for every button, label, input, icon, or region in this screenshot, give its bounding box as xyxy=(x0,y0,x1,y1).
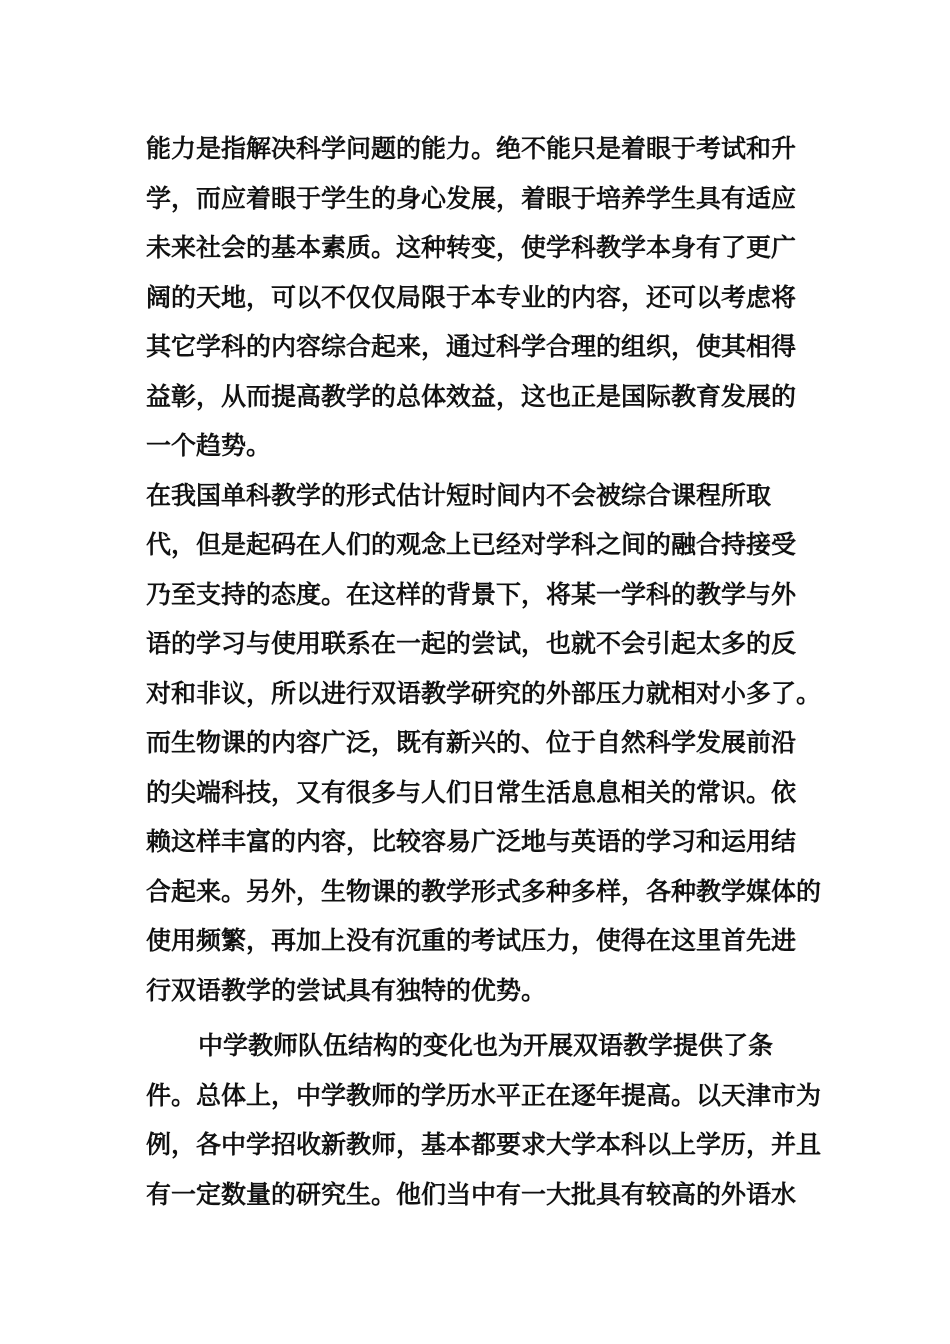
text-line-17: 使用频繁，再加上没有沉重的考试压力，使得在这里首先进 xyxy=(146,926,797,955)
text-line-22: 有一定数量的研究生。他们当中有一大批具有较高的外语水 xyxy=(146,1179,797,1209)
text-line-8: 在我国单科教学的形式估计短时间内不会被综合课程所取 xyxy=(146,480,772,510)
text-line-21: 例，各中学招收新教师，基本都要求大学本科以上学历，并且 xyxy=(146,1130,822,1159)
text-line-1: 能力是指解决科学问题的能力。绝不能只是着眼于考试和升 xyxy=(146,134,797,163)
text-line-18: 行双语教学的尝试具有独特的优势。 xyxy=(146,975,547,1005)
text-line-6: 益彰，从而提高教学的总体效益，这也正是国际教育发展的 xyxy=(146,381,797,411)
text-line-15: 赖这样丰富的内容，比较容易广泛地与英语的学习和运用结 xyxy=(146,827,797,856)
text-line-9: 代，但是起码在人们的观念上已经对学科之间的融合持接受 xyxy=(146,530,797,559)
text-line-11: 语的学习与使用联系在一起的尝试，也就不会引起太多的反 xyxy=(146,629,797,658)
text-line-19: 中学教师队伍结构的变化也为开展双语教学提供了条 xyxy=(198,1031,774,1060)
text-line-16: 合起来。另外，生物课的教学形式多种多样，各种教学媒体的 xyxy=(146,876,822,906)
text-line-12: 对和非议，所以进行双语教学研究的外部压力就相对小多了。 xyxy=(146,678,822,708)
text-line-2: 学，而应着眼于学生的身心发展，着眼于培养学生具有适应 xyxy=(146,183,797,213)
text-line-10: 乃至支持的态度。在这样的背景下，将某一学科的教学与外 xyxy=(146,579,797,609)
text-line-20: 件。总体上，中学教师的学历水平正在逐年提高。以天津市为 xyxy=(146,1080,822,1110)
text-line-4: 阔的天地，可以不仅仅局限于本专业的内容，还可以考虑将 xyxy=(146,282,797,312)
document-body xyxy=(146,124,826,1219)
text-line-3: 未来社会的基本素质。这种转变，使学科教学本身有了更广 xyxy=(146,233,797,262)
text-line-14: 的尖端科技，又有很多与人们日常生活息息相关的常识。依 xyxy=(146,777,797,807)
text-line-13: 而生物课的内容广泛，既有新兴的、位于自然科学发展前沿 xyxy=(146,728,797,757)
text-line-7: 一个趋势。 xyxy=(146,431,272,460)
text-line-5: 其它学科的内容综合起来，通过科学合理的组织，使其相得 xyxy=(146,332,797,361)
